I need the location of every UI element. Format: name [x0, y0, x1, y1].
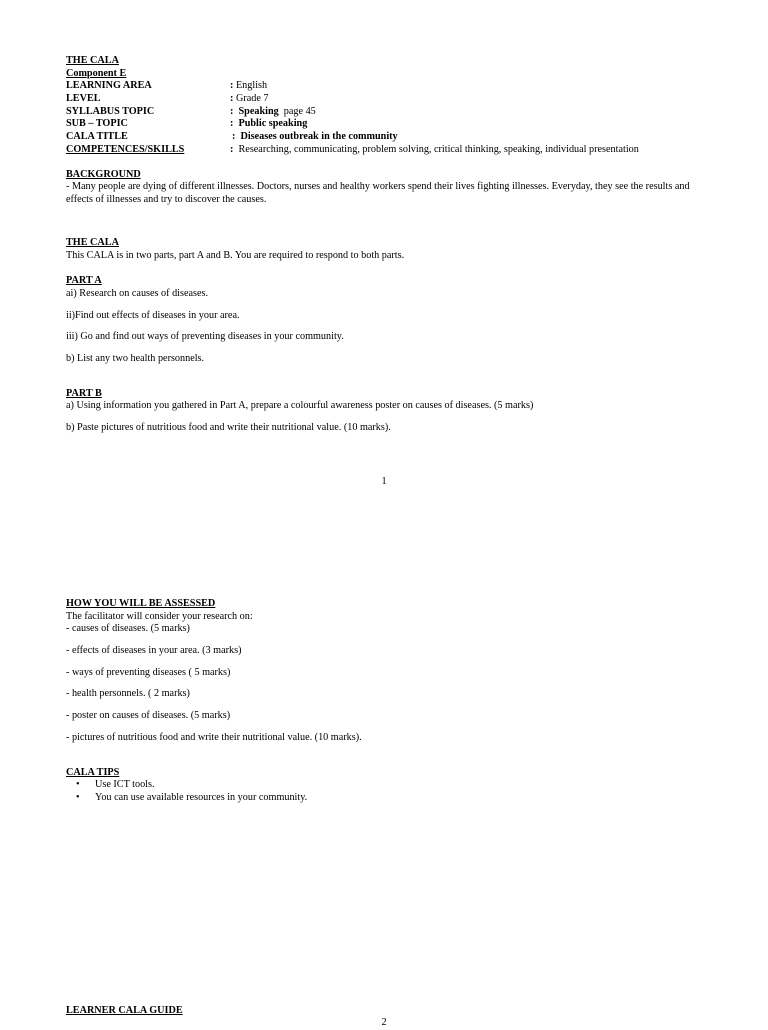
component-label: Component E	[66, 68, 127, 79]
meta-label: LEARNING AREA	[66, 80, 152, 91]
doc-title: THE CALA	[66, 55, 119, 66]
page-number: 1	[381, 476, 387, 487]
part-b-item: b) Paste pictures of nutritious food and write their nutritional value. (10 marks).	[66, 422, 391, 433]
tips-item: • You can use available resources in your community.	[76, 791, 308, 803]
meta-label: SUB – TOPIC	[66, 118, 128, 129]
meta-value: : Researching, communicating, problem solving, critical thinking, speaking, individual presentation	[230, 144, 639, 155]
assessed-item: - causes of diseases. (5 marks)	[66, 623, 190, 634]
part-b-item: a) Using information you gathered in Part A, prepare a colourful awareness poster on causes of diseases. (5 marks)	[66, 400, 534, 411]
meta-label: SYLLABUS TOPIC	[66, 106, 155, 117]
assessed-item: - health personnels. ( 2 marks)	[66, 688, 190, 699]
assessed-item: - effects of diseases in your area. (3 marks)	[66, 645, 242, 656]
assessed-item: - poster on causes of diseases. (5 marks)	[66, 710, 231, 721]
tips-heading: CALA TIPS	[66, 767, 120, 778]
assessed-heading: HOW YOU WILL BE ASSESSED	[66, 598, 216, 609]
page-number: 2	[381, 1017, 387, 1028]
meta-value: : Diseases outbreak in the community	[232, 131, 398, 142]
bullet-icon: •	[76, 779, 80, 790]
bullet-icon: •	[76, 791, 80, 803]
background-text: - Many people are dying of different illnesses. Doctors, nurses and healthy workers spend their lives fighting illnesses. Everyday, they see the results and effects of illnesses and try to discover the causes.	[66, 181, 690, 205]
meta-label: COMPETENCES/SKILLS	[66, 144, 185, 155]
meta-value: : Speaking page 45	[230, 106, 316, 117]
part-b-heading: PART B	[66, 388, 102, 399]
meta-label: LEVEL	[66, 93, 101, 104]
tips-item: • Use ICT tools.	[76, 779, 155, 790]
tips-list	[66, 779, 307, 804]
meta-value: : Public speaking	[230, 118, 308, 129]
part-a-item: ii)Find out effects of diseases in your area.	[66, 310, 240, 321]
part-a-item: b) List any two health personnels.	[66, 353, 205, 364]
guide-heading: LEARNER CALA GUIDE	[66, 1005, 183, 1016]
meta-label: CALA TITLE	[66, 131, 128, 142]
cala-heading: THE CALA	[66, 237, 119, 248]
background-heading: BACKGROUND	[66, 169, 141, 180]
assessed-item: - pictures of nutritious food and write their nutritional value. (10 marks).	[66, 732, 362, 743]
part-a-item: ai) Research on causes of diseases.	[66, 288, 209, 299]
part-a-heading: PART A	[66, 275, 102, 286]
assessed-item: - ways of preventing diseases ( 5 marks)	[66, 667, 231, 678]
assessed-intro: The facilitator will consider your research on:	[66, 611, 253, 622]
cala-text: This CALA is in two parts, part A and B. You are required to respond to both parts.	[66, 250, 405, 261]
part-a-item: iii) Go and find out ways of preventing diseases in your community.	[66, 331, 344, 342]
meta-value: : Grade 7	[230, 93, 269, 104]
meta-value: : English	[230, 80, 268, 91]
